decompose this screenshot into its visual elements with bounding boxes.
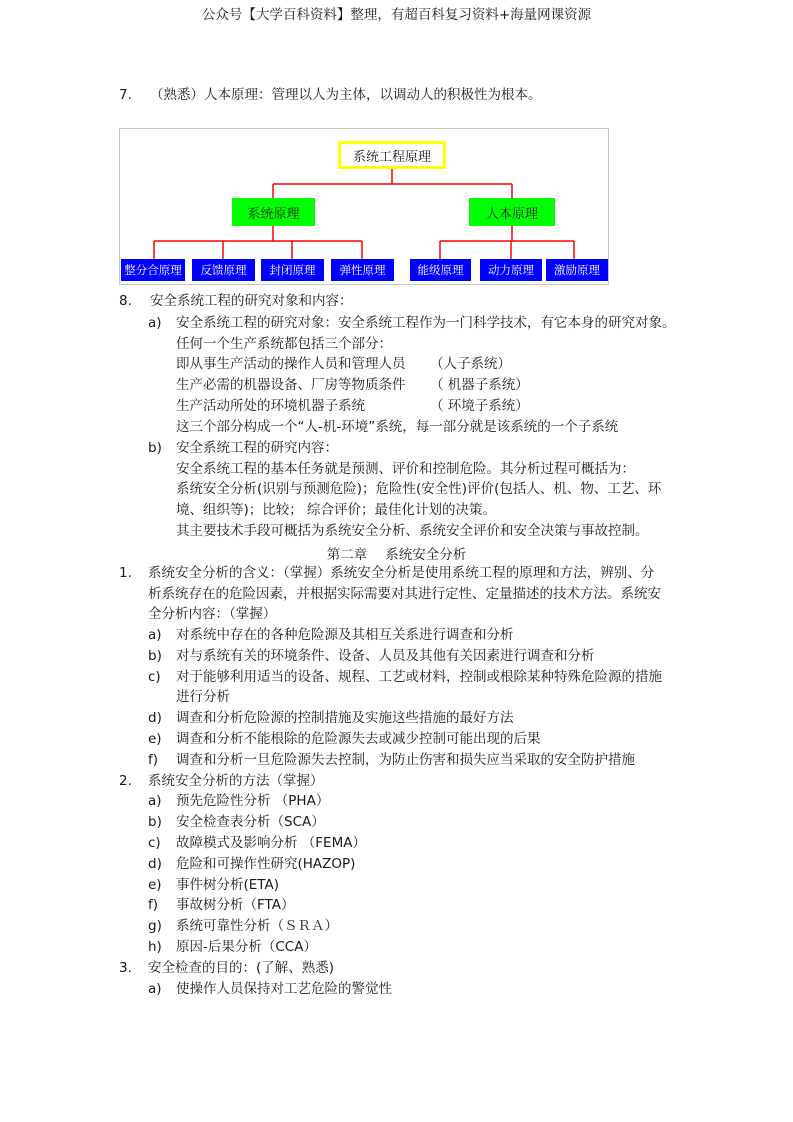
item-8a-tag: （人子系统）	[430, 356, 511, 372]
c2-item-text: 原因-后果分析（CCA）	[176, 939, 317, 955]
item-8a-line: 任何一个生产系统都包括三个部分：	[176, 336, 392, 352]
item-8b-line: 其主要技术手段可概括为系统安全分析、系统安全评价和安全决策与事故控制。	[176, 523, 649, 539]
c2-item-text: 预先危险性分析 （PHA）	[176, 793, 330, 809]
item-8a-line: 即从事生产活动的操作人员和管理人员	[176, 356, 406, 372]
c1-line: 系统安全分析的含义：（掌握）系统安全分析是使用系统工程的原理和方法，辨别、分	[148, 565, 655, 581]
item-8b-label: b)	[148, 440, 162, 456]
c2-item-text: 系统可靠性分析（ＳＲＡ）	[176, 918, 338, 934]
chapter-number: 第二章	[326, 547, 368, 563]
item-8b-line: 境、组织等)；比较； 综合评价；最佳化计划的决策。	[176, 502, 497, 518]
principle-hierarchy-diagram	[119, 128, 609, 285]
c3-title: 安全检查的目的：(了解、熟悉)	[148, 960, 335, 976]
c1-item-label: d)	[148, 710, 162, 726]
c2-item-text: 安全检查表分析（SCA）	[176, 814, 325, 830]
chapter-title: 系统安全分析	[385, 547, 467, 563]
diagram-root-node: 系统工程原理	[338, 141, 446, 169]
c1-item-text: 对与系统有关的环境条件、设备、人员及其他有关因素进行调查和分析	[176, 648, 595, 664]
c2-number: 2.	[119, 773, 132, 789]
c2-item-text: 故障模式及影响分析 （FEMA）	[176, 835, 366, 851]
c2-item-label: f)	[148, 897, 159, 913]
item-8b-line: 安全系统工程的基本任务就是预测、评价和控制危险。其分析过程可概括为：	[176, 461, 635, 477]
item-8a-line: 安全系统工程的研究对象：安全系统工程作为一门科学技术，有它本身的研究对象。	[176, 315, 676, 331]
chapter-heading	[0, 543, 793, 563]
diagram-leaf-node: 激励原理	[546, 259, 608, 281]
item-8a-line: 这三个部分构成一个“人-机-环境”系统，每一部分就是该系统的一个子系统	[176, 419, 619, 435]
c2-item-label: d)	[148, 856, 162, 872]
c1-item-text: 调查和分析不能根除的危险源失去或减少控制可能出现的后果	[176, 731, 541, 747]
item-8-number: 8.	[119, 293, 132, 309]
c1-item-label: e)	[148, 731, 162, 747]
c1-item-label: b)	[148, 648, 162, 664]
c1-item-label: f)	[148, 752, 159, 768]
c1-line: 全分析内容：（掌握）	[148, 606, 277, 622]
c3-item-label: a)	[148, 981, 162, 997]
c1-number: 1.	[119, 565, 132, 581]
c3-item-text: 使操作人员保持对工艺危险的警觉性	[176, 981, 392, 997]
c2-item-label: b)	[148, 814, 162, 830]
diagram-leaf-node: 动力原理	[480, 259, 542, 281]
c1-item-text: 对于能够利用适当的设备、规程、工艺或材料，控制或根除某种特殊危险源的措施	[176, 669, 662, 685]
item-8a-tag: （ 机器子系统）	[430, 377, 529, 393]
c2-item-text: 事故树分析（FTA）	[176, 897, 295, 913]
diagram-branch-system: 系统原理	[232, 198, 315, 226]
diagram-leaf-node: 整分合原理	[121, 259, 185, 281]
item-8-title: 安全系统工程的研究对象和内容：	[150, 293, 353, 309]
diagram-leaf-node: 反馈原理	[192, 259, 255, 281]
c1-line: 析系统存在的危险因素，并根据实际需要对其进行定性、定量描述的技术方法。系统安	[148, 586, 661, 602]
item-8a-line: 生产活动所处的环境机器子系统	[176, 398, 365, 414]
diagram-leaf-node: 弹性原理	[331, 259, 394, 281]
item-8a-tag: （ 环境子系统）	[430, 398, 529, 414]
diagram-leaf-node: 封闭原理	[261, 259, 324, 281]
c2-item-label: g)	[148, 918, 162, 934]
c1-item-text: 调查和分析危险源的控制措施及实施这些措施的最好方法	[176, 710, 514, 726]
c3-number: 3.	[119, 960, 132, 976]
diagram-leaf-node: 能级原理	[410, 259, 471, 281]
c2-item-text: 危险和可操作性研究(HAZOP)	[176, 856, 356, 872]
c1-item-text: 进行分析	[176, 689, 230, 705]
c2-item-label: c)	[148, 835, 161, 851]
c2-item-label: h)	[148, 939, 162, 955]
item-8b-line: 系统安全分析(识别与预测危险)；危险性(安全性)评价(包括人、机、物、工艺、环	[176, 481, 662, 497]
c2-item-text: 事件树分析(ETA)	[176, 877, 279, 893]
item-8a-line: 生产必需的机器设备、厂房等物质条件	[176, 377, 406, 393]
c1-item-label: a)	[148, 627, 162, 643]
item-7-text: （熟悉）人本原理：管理以人为主体，以调动人的积极性为根本。	[150, 87, 542, 103]
item-8b-line: 安全系统工程的研究内容：	[176, 440, 338, 456]
item-7-number: 7.	[119, 87, 132, 103]
c1-item-label: c)	[148, 669, 161, 685]
c2-item-label: e)	[148, 877, 162, 893]
diagram-branch-human: 人本原理	[469, 198, 555, 226]
c1-item-text: 对系统中存在的各种危险源及其相互关系进行调查和分析	[176, 627, 514, 643]
item-8a-label: a)	[148, 315, 162, 331]
page-header: 公众号【大学百科资料】整理，有超百科复习资料+海量网课资源	[201, 7, 592, 23]
c1-item-text: 调查和分析一旦危险源失去控制，为防止伤害和损失应当采取的安全防护措施	[176, 752, 635, 768]
c2-item-label: a)	[148, 793, 162, 809]
c2-title: 系统安全分析的方法（掌握）	[148, 773, 324, 789]
